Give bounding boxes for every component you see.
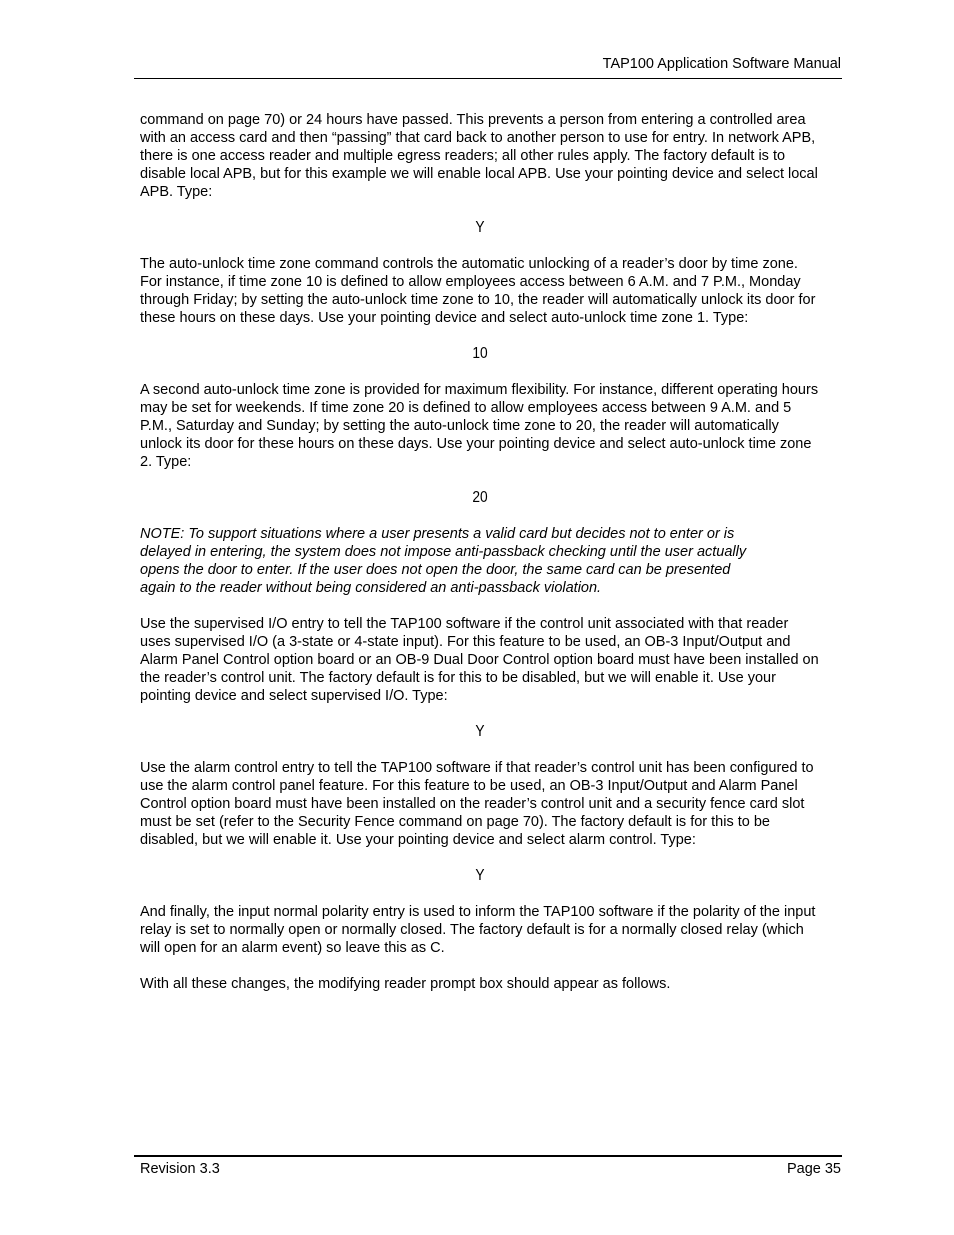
spacer — [140, 507, 820, 525]
spacer — [140, 327, 820, 345]
running-header-title: TAP100 Application Software Manual — [602, 56, 841, 72]
paragraph-auto-unlock-1: The auto-unlock time zone command controls the automatic unlocking of a reader’s door by time zone. For instance, if time zone 10 is defined to allow employees access between 6 A.M. and 7 P.M., Monday through Friday; by setting the auto-unlock time zone to 10, the reader will automatically unlock its door for these hours on these days. Use your pointing device and select auto-unlock time zone 1. Type: — [140, 256, 816, 326]
typed-entry-supervised-io: Y — [475, 723, 485, 740]
page-content — [140, 111, 820, 993]
header-rule — [134, 78, 842, 79]
spacer — [140, 597, 820, 615]
spacer — [140, 957, 820, 975]
paragraph-summary: With all these changes, the modifying reader prompt box should appear as follows. — [140, 976, 671, 992]
typed-entry-alarm-control: Y — [475, 867, 485, 884]
spacer — [140, 201, 820, 219]
spacer — [140, 849, 820, 867]
spacer — [140, 471, 820, 489]
typed-entry-auto-unlock-2: 20 — [472, 489, 488, 506]
paragraph-alarm-control: Use the alarm control entry to tell the TAP100 software if that reader’s control unit has been configured to use the alarm control panel feature. For this feature to be used, an OB-3 Input/Output and Alarm Panel Control option board must have been installed on the reader’s control unit and a security fence card slot must be set (refer to the Security Fence command on page 70). The factory default is for this to be disabled, but we will enable it. Use your pointing device and select alarm control. Type: — [140, 760, 814, 848]
paragraph-input-polarity: And finally, the input normal polarity entry is used to inform the TAP100 software if the polarity of the input relay is set to normally open or normally closed. The factory default is for a normally closed relay (which will open for an alarm event) so leave this as C. — [140, 904, 816, 956]
paragraph-auto-unlock-2: A second auto-unlock time zone is provided for maximum flexibility. For instance, different operating hours may be set for weekends. If time zone 20 is defined to allow employees access between 9 A.M. and 5 P.M., Saturday and Sunday; by setting the auto-unlock time zone to 20, the reader will automatically unlock its door for these hours on these days. Use your pointing device and select auto-unlock time zone 2. Type: — [140, 382, 819, 470]
spacer — [140, 885, 820, 903]
footer-rule — [134, 1155, 842, 1157]
paragraph-supervised-io: Use the supervised I/O entry to tell the TAP100 software if the control unit associated with that reader uses supervised I/O (a 3-state or 4-state input). For this feature to be used, an OB-3 Input/Output and Alarm Panel Control option board or an OB-9 Dual Door Control option board must have been installed on the reader’s control unit. The factory default is for this to be disabled, but we will enable it. Use your pointing device and select supervised I/O. Type: — [140, 616, 819, 704]
spacer — [140, 363, 820, 381]
paragraph-local-apb: command on page 70) or 24 hours have passed. This prevents a person from entering a controlled area with an access card and then “passing” that card back to another person to use for entry. In network APB, there is one access reader and multiple egress readers; all other rules apply. The factory default is to disable local APB, but for this example we will enable local APB. Use your pointing device and select local APB. Type: — [140, 112, 818, 200]
typed-entry-auto-unlock-1: 10 — [472, 345, 488, 362]
note-anti-passback: NOTE: To support situations where a user presents a valid card but decides not to enter or is delayed in entering, the system does not impose anti-passback checking until the user actually opens the door to enter. If the user does not open the door, the same card can be presented again to the reader without being considered an anti-passback violation. — [140, 526, 747, 596]
spacer — [140, 237, 820, 255]
footer-revision: Revision 3.3 — [140, 1161, 220, 1177]
typed-entry-local-apb: Y — [475, 219, 485, 236]
footer-page-number: Page 35 — [786, 1161, 841, 1177]
spacer — [140, 741, 820, 759]
spacer — [140, 705, 820, 723]
